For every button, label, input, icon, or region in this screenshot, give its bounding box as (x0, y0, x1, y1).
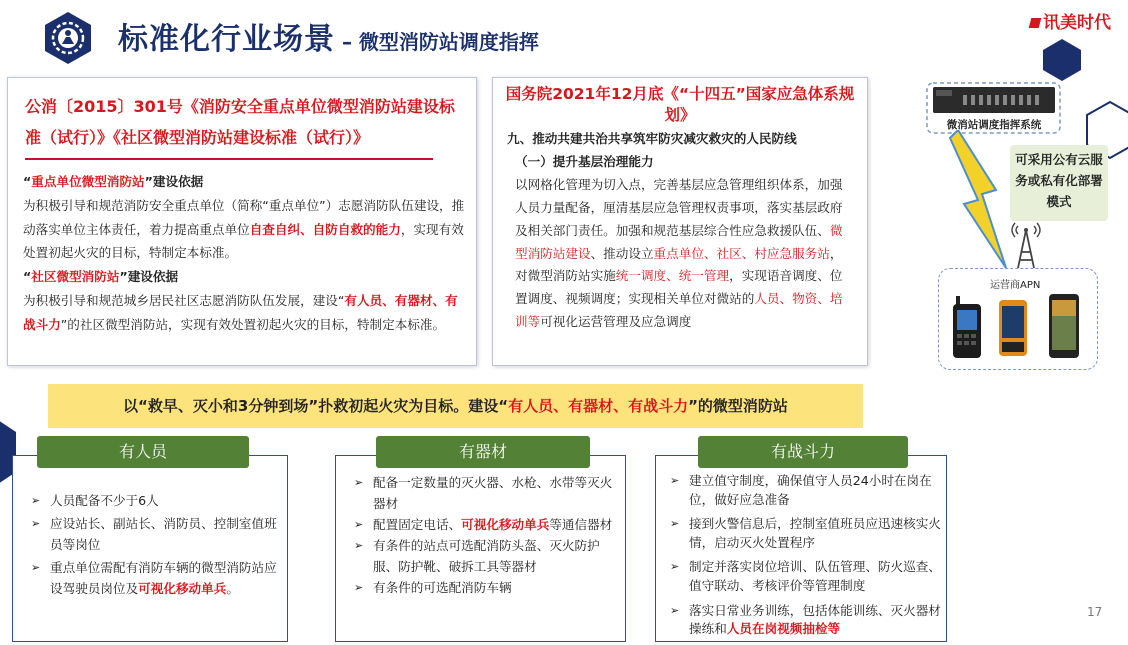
card-personnel (12, 455, 288, 642)
arrow-bullet-icon: ➢ (670, 560, 680, 574)
list-item: ➢ 制定并落实岗位培训、队伍管理、防火巡查、值守联动、考核评价等管理制度 (670, 559, 941, 593)
arrow-bullet-icon: ➢ (31, 561, 41, 574)
heading-divider (25, 158, 433, 160)
section-key-unit-title: “重点单位微型消防站”建设依据 (23, 174, 204, 189)
list-item: ➢ 应设站长、副站长、消防员、控制室值班员等岗位 (23, 513, 278, 555)
brand-name: 讯美时代 (1043, 13, 1111, 33)
title-main: 标准化行业场景 (118, 22, 335, 57)
arrow-bullet-icon: ➢ (31, 517, 41, 530)
pill-personnel: 有人员 (37, 436, 249, 468)
goal-banner: 以“救早、灭小和3分钟到场”扑救初起火灾为目标。建设“有人员、有器材、有战斗力”的微型消防站 (48, 384, 863, 428)
policy-item-title: 九、推动共建共治共享筑牢防灾减灾救灾的人民防线 (507, 131, 797, 146)
pill-equipment: 有器材 (376, 436, 590, 468)
arrow-bullet-icon: ➢ (670, 517, 680, 531)
deployment-note: 可采用公有云服务或私有化部署模式 (1010, 145, 1108, 221)
pill-capability: 有战斗力 (698, 436, 908, 468)
smartphone-icon (1048, 294, 1080, 358)
policy-panel (492, 77, 868, 366)
list-item: ➢ 人员配备不少于6人 (23, 490, 278, 511)
section-key-unit-text: 为积极引导和规范消防安全重点单位（简称“重点单位”）志愿消防队伍建设，推动落实单位主体责任，着力提高重点单位自查自纠、自防自救的能力，实现有效处置初起火灾的目标，特制定本标准。 (23, 197, 465, 261)
list-item: ➢ 建立值守制度，确保值守人员24小时在岗在位，做好应急准备 (670, 473, 932, 507)
section-community-title: “社区微型消防站”建设依据 (23, 269, 179, 285)
standard-panel (7, 77, 477, 366)
arrow-bullet-icon: ➢ (670, 474, 680, 487)
dispatch-server-icon (933, 87, 1055, 113)
card-capability (655, 455, 947, 642)
page-title (118, 14, 539, 58)
card-equipment (335, 455, 626, 642)
list-item: ➢ 接到火警信息后，控制室值班员应迅速核实火情，启动灭火处置程序 (670, 516, 941, 550)
personnel-list (23, 490, 278, 601)
lightning-icon (948, 130, 1008, 270)
list-item: ➢ 配备一定数量的灭火器、水枪、水带等灭火器材 (346, 472, 618, 514)
section-community-text: 为积极引导和规范城乡居民社区志愿消防队伍发展，建设“有人员、有器材、有战斗力”的社区微型消防站，实现有效处置初起火灾的目标，特制定本标准。 (23, 292, 458, 332)
standard-body (23, 170, 468, 337)
policy-sub-title: （一）提升基层治理能力 (515, 153, 654, 169)
list-item: ➢ 重点单位需配有消防车辆的微型消防站应设驾驶员岗位及可视化移动单兵。 (23, 557, 278, 599)
title-sub: – 微型消防站调度指挥 (335, 30, 539, 54)
handheld-radio-icon (952, 296, 982, 358)
brand-mark-icon (1029, 18, 1042, 28)
page-number: 17 (1087, 605, 1103, 619)
list-item: ➢ 有条件的可选配消防车辆 (346, 577, 618, 598)
rugged-phone-icon (998, 300, 1028, 356)
list-item: ➢ 落实日常业务训练，包括体能训练、灭火器材操练和人员在岗视频抽检等 (670, 602, 941, 637)
apn-label: 运营商APN (990, 280, 1041, 291)
list-item: ➢ 有条件的站点可选配消防头盔、灭火防护服、防护靴、破拆工具等器材 (346, 535, 618, 577)
arrow-bullet-icon: ➢ (31, 494, 41, 507)
arrow-bullet-icon: ➢ (354, 518, 364, 531)
decor-hex-icon (1040, 38, 1084, 82)
brand-logo (1030, 8, 1111, 33)
equipment-list (346, 472, 618, 598)
arrow-bullet-icon: ➢ (670, 603, 680, 617)
policy-body (507, 128, 845, 334)
device-label: 微消站调度指挥系统 (946, 119, 1042, 131)
arrow-bullet-icon: ➢ (354, 581, 364, 594)
logo-hex-icon (40, 10, 96, 66)
cell-tower-icon (1010, 222, 1042, 270)
policy-text: 以网格化管理为切入点，完善基层应急管理组织体系，加强人员力量配备，厘清基层应急管理权责事项，落实基层政府及相关部门责任。加强和规范基层综合性应急救援队伍、微型消防站建设、推动设立重点单位、社区、村应急服务站，对微型消防站实施统一调度、统一管理，实现语音调度、位置调度、视频调度；实现相关单位对微站的人员、物资、培训等可视化运营管理及应急调度 (515, 176, 843, 330)
standard-heading: 公消〔2015〕301号《消防安全重点单位微型消防站建设标准（试行）》《社区微型消防站建设标准（试行）》 (25, 97, 455, 147)
policy-heading: 国务院2021年12月底《“十四五”国家应急体系规划》 (505, 85, 855, 124)
arrow-bullet-icon: ➢ (354, 476, 364, 489)
list-item: ➢ 配置固定电话、可视化移动单兵等通信器材 (346, 514, 618, 535)
arrow-bullet-icon: ➢ (354, 539, 364, 552)
capability-list (662, 472, 944, 645)
